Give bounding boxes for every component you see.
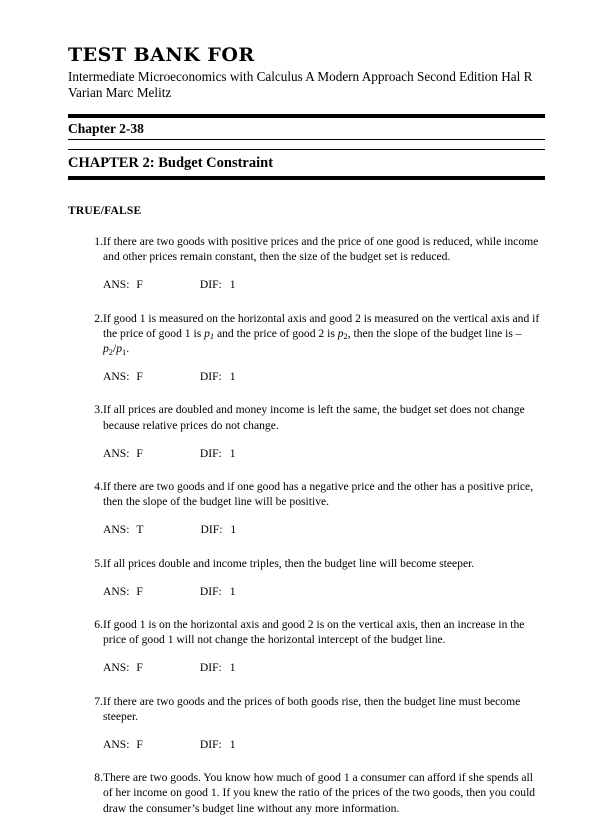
question-text-prefix: If good 1 is measured on the horizontal axis and good 2 is measured on the vertical axis and if the price of good 1 is [103, 311, 540, 340]
question-text-suffix: . [126, 342, 130, 356]
dif-value: 1 [230, 523, 237, 537]
dif-value: 1 [229, 446, 236, 460]
question-item [68, 770, 545, 816]
dif-label: DIF: [199, 446, 222, 460]
ans-value: T [136, 523, 144, 537]
question-text-mid1: and the price of good 2 is [214, 326, 338, 340]
question-item [68, 234, 545, 293]
ans-label: ANS: [103, 738, 130, 752]
question-item [68, 694, 545, 753]
ans-label: ANS: [103, 523, 130, 537]
dif-value: 1 [229, 584, 236, 598]
dif-value: 1 [229, 738, 236, 752]
question-number: 2. [94, 311, 103, 325]
question-item [68, 311, 545, 385]
dif-label: DIF: [199, 584, 222, 598]
dif-label: DIF: [199, 738, 222, 752]
ans-value: F [136, 584, 143, 598]
chapter-heading-band [68, 149, 545, 180]
section-heading-true-false: TRUE/FALSE [68, 205, 142, 217]
question-number: 6. [94, 618, 103, 632]
question-text: If there are two goods and if one good has a negative price and the other has a positive price, then the slope of the budget line will be positive. [103, 480, 534, 509]
answer-row [103, 446, 545, 461]
ans-value: F [136, 370, 143, 384]
chapter-heading-label: CHAPTER 2: Budget Constraint [68, 155, 274, 171]
math-variable-p2-numerator: p [103, 342, 109, 356]
math-variable-p1-denominator: p [116, 342, 123, 356]
math-variable-p2: p [337, 326, 344, 340]
question-item [68, 556, 545, 599]
question-number: 3. [94, 403, 103, 417]
question-text [103, 311, 545, 357]
question-text: If there are two goods and the prices of both goods rise, then the budget line must become steeper. [103, 694, 521, 723]
page-content [68, 44, 545, 834]
answer-row [103, 737, 545, 752]
question-number: 1. [94, 235, 103, 248]
answer-row [103, 369, 545, 384]
question-text: There are two goods. You know how much of good 1 a consumer can afford if she spends all of her income on good 1. If you knew the ratio of the prices of the two goods, then you could draw the consumer’s budget line without any more information. [103, 771, 536, 815]
ans-value: F [136, 738, 143, 752]
running-head-band [68, 114, 545, 140]
band-gap [68, 140, 545, 149]
question-text: If all prices are doubled and money income is left the same, the budget set does not change because relative prices do not change. [103, 403, 525, 432]
masthead-subtitle: Intermediate Microeconomics with Calculus A Modern Approach Second Edition Hal R Varian Marc Melitz [68, 69, 533, 100]
dif-label: DIF: [199, 370, 222, 384]
answer-row [103, 522, 545, 537]
math-slash: / [112, 342, 117, 356]
ans-label: ANS: [103, 370, 130, 384]
ans-label: ANS: [103, 446, 130, 460]
question-item [68, 479, 545, 538]
answer-row [103, 660, 545, 675]
question-item [68, 617, 545, 676]
dif-value: 1 [229, 370, 236, 384]
math-subscript-1: 1 [209, 332, 215, 342]
dif-label: DIF: [199, 278, 222, 292]
masthead [68, 44, 545, 101]
dif-label: DIF: [199, 661, 222, 675]
question-text: If all prices double and income triples, then the budget line will become steeper. [103, 556, 475, 570]
question-number: 7. [94, 694, 103, 708]
question-text: If there are two goods with positive prices and the price of one good is reduced, while income and other prices remain constant, then the size of the budget set is reduced. [103, 235, 539, 264]
math-subscript-2: 2 [343, 332, 348, 342]
dif-value: 1 [229, 661, 236, 675]
math-subscript-1-denominator: 1 [122, 347, 127, 357]
ans-label: ANS: [103, 661, 130, 675]
ans-value: F [136, 661, 143, 675]
rule-thick-bottom [68, 176, 545, 180]
question-number: 5. [94, 556, 103, 570]
ans-value: F [136, 278, 143, 292]
question-item [68, 402, 545, 461]
question-text-mid2: , then the slope of the budget line is – [347, 326, 522, 340]
answer-row [103, 584, 545, 599]
question-number: 8. [94, 771, 103, 785]
answer-row [103, 277, 545, 292]
masthead-title: TEST BANK FOR [68, 44, 255, 66]
math-variable-p1: p [204, 326, 210, 340]
dif-label: DIF: [200, 523, 223, 537]
ans-label: ANS: [103, 278, 130, 292]
math-subscript-2-numerator: 2 [108, 347, 113, 357]
question-text: If good 1 is on the horizontal axis and good 2 is on the vertical axis, then an increase in the price of good 1 will not change the horizontal intercept of the budget line. [103, 618, 525, 647]
question-list [68, 234, 545, 816]
question-number: 4. [94, 480, 103, 494]
ans-value: F [136, 446, 143, 460]
ans-label: ANS: [103, 584, 130, 598]
running-head-label: Chapter 2-38 [68, 121, 144, 136]
dif-value: 1 [229, 278, 236, 292]
